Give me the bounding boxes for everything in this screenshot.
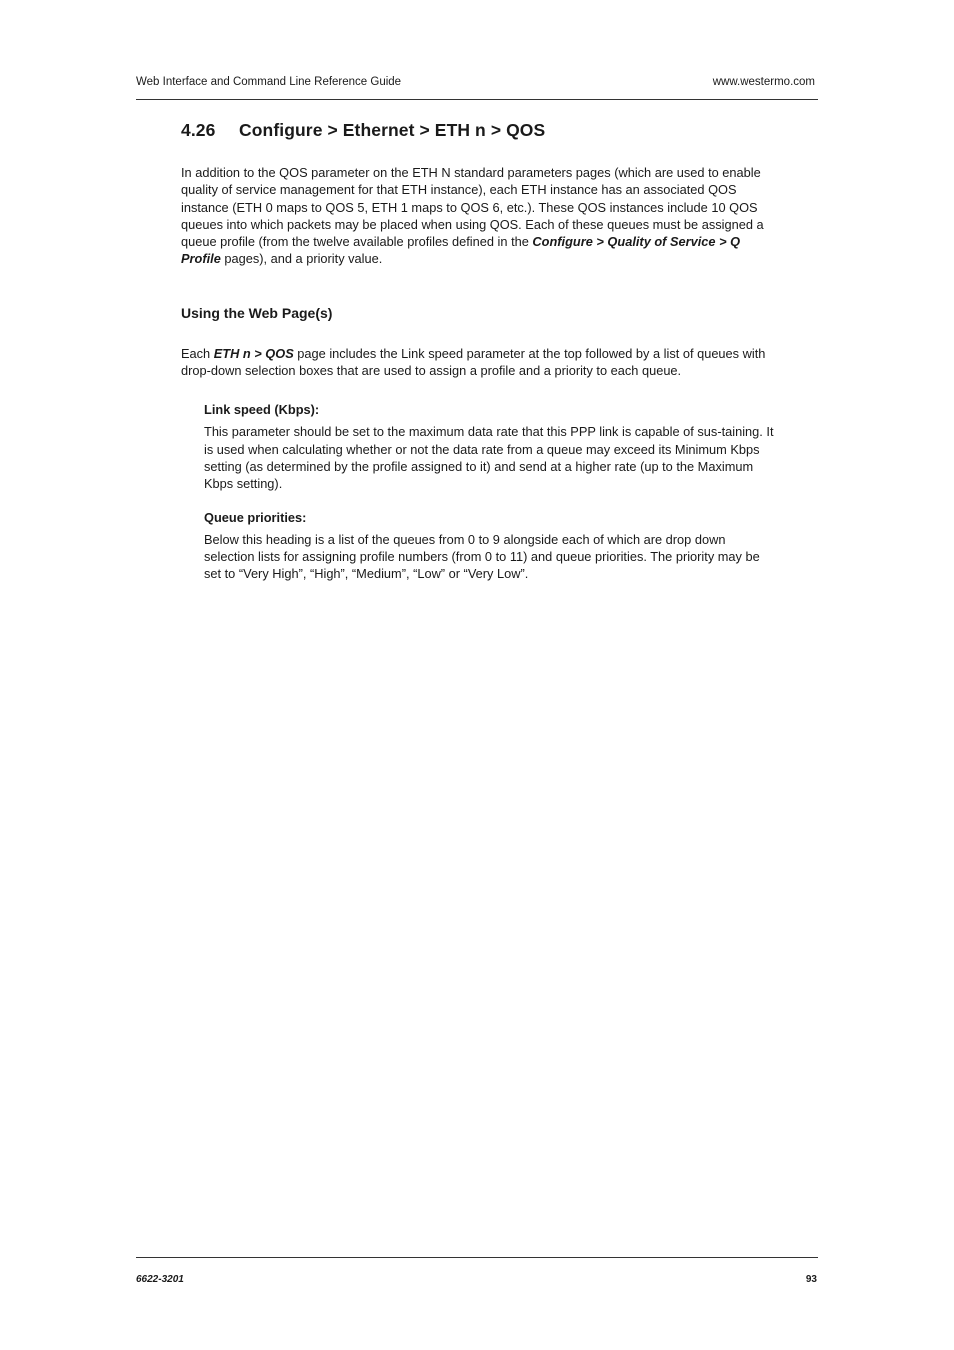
intro-menu-path: Configure > Quality of Service > Q Profile [181,234,741,267]
running-header-title: Web Interface and Command Line Reference Guide [136,76,402,88]
footer-divider [136,1257,818,1258]
intro-paragraph [181,164,776,268]
web-page-menu-path: ETH n > QOS [213,345,294,361]
intro-text-before: In addition to the QOS parameter on the ETH N standard parameters pages (which are used to enable quality of service management for that ETH instance), each ETH instance has an associated QOS instance (ETH 0 maps to QOS 5, ETH 1 maps to QOS 6, etc.). These QOS instances include 10 QOS queues into which packets may be placed when using QOS. Each of these queues must be assigned a queue profile (from the twelve available profiles defined in the [181,165,764,250]
parameter-link-speed [204,401,776,492]
running-header-website: www.westermo.com [712,76,815,88]
parameter-description: This parameter should be set to the maximum data rate that this PPP link is capable of sus-taining. It is used when calculating whether or not the data rate from a queue may exceed its Minimum Kbps setting (as determined by the profile assigned to it) and send at a higher rate (up to the Maximum Kbps setting). [204,424,774,492]
page-content [181,118,776,582]
page-number: 93 [805,1274,817,1285]
parameter-label: Queue priorities: [204,509,307,525]
document-number: 6622-3201 [136,1274,184,1285]
parameter-queue-priorities [204,509,776,583]
web-page-text-after: page includes the Link speed parameter at the top followed by a list of queues with drop-down selection boxes that are used to assign a profile and a priority to each queue. [181,345,766,379]
section-number: 4.26 [181,120,216,140]
section-title: Configure > Ethernet > ETH n > QOS [239,120,546,140]
parameter-label: Link speed (Kbps): [204,402,320,418]
using-web-pages-heading: Using the Web Page(s) [181,304,333,321]
parameter-description: Below this heading is a list of the queues from 0 to 9 alongside each of which are drop down selection lists for assigning profile numbers (from 0 to 11) and queue priorities. The priority may be set to “Very High”, “High”, “Medium”, “Low” or “Very Low”. [204,531,760,582]
intro-text-after: pages), and a priority value. [220,251,383,267]
web-page-text-before: Each [181,345,214,361]
web-page-paragraph [181,345,776,380]
section-heading [181,118,776,142]
header-divider [136,99,818,100]
